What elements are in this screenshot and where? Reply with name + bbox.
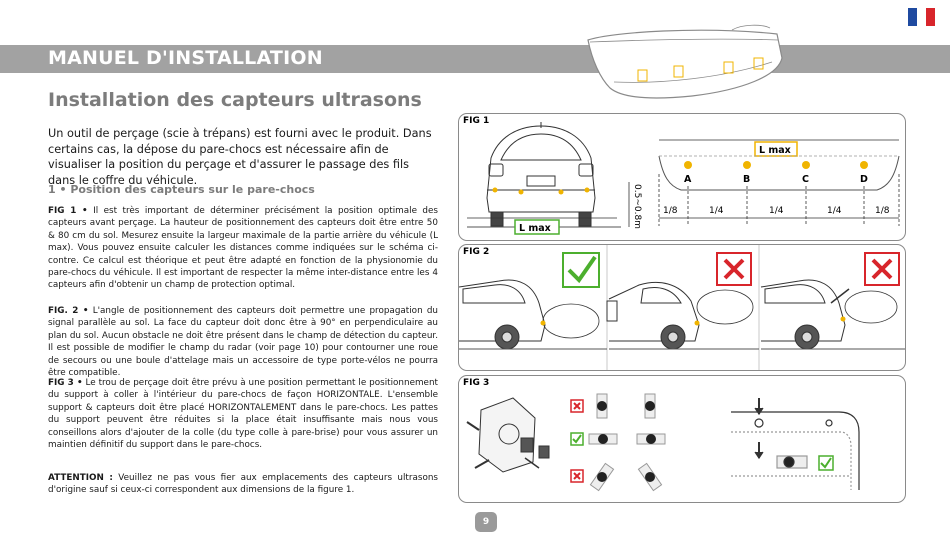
fig1-paragraph bbox=[48, 205, 438, 292]
fig2-sensor-1 bbox=[541, 321, 546, 326]
fraction-5: 1/8 bbox=[875, 206, 890, 216]
fraction-4: 1/4 bbox=[827, 206, 842, 216]
bumper-cross-section bbox=[731, 398, 859, 490]
fig1-label: FIG 1 bbox=[463, 116, 490, 126]
fig2-paragraph-text: L'angle de positionnement des capteurs doit permettre une propagation du signal parallèle au sol. La face du capteur doit donc être à 90° en perpendiculaire au plan du sol. Aucun obstacle ne doit être présent dans le champ de détection du capteur. Il est possible de modifier le champ du radar (voir page 10) pour contourner une roue de secours ou une boule d'attelage mais un accessoire de type porte-vélos ne pourra être compatible. bbox=[48, 306, 438, 379]
lmax-label-bottom: L max bbox=[519, 223, 551, 234]
sensor-a-dot bbox=[684, 161, 692, 169]
fig2-status-check-1 bbox=[563, 253, 599, 287]
sensor-c-label: C bbox=[802, 174, 809, 185]
fig2-sensor-3 bbox=[841, 317, 846, 322]
fig1-diagram bbox=[459, 114, 906, 241]
fig2-paragraph bbox=[48, 305, 438, 379]
lmax-label-top: L max bbox=[759, 145, 791, 156]
fig1-box bbox=[458, 113, 906, 241]
fig3-status-check-2 bbox=[819, 456, 833, 470]
fig3-status-check-1 bbox=[571, 433, 583, 445]
fraction-1: 1/8 bbox=[663, 206, 678, 216]
orientation-row-2 bbox=[589, 434, 665, 444]
flag-red-band bbox=[926, 8, 935, 26]
fig2-status-cross-1 bbox=[717, 253, 751, 285]
car-sensor-dot-4 bbox=[585, 188, 590, 193]
attention-paragraph bbox=[48, 472, 438, 497]
fraction-2: 1/4 bbox=[709, 206, 724, 216]
fig1-paragraph-label: FIG 1 • bbox=[48, 206, 88, 216]
car-sensor-dot-3 bbox=[559, 190, 564, 195]
sensor-b-dot bbox=[743, 161, 751, 169]
fig2-status-cross-2 bbox=[865, 253, 899, 285]
car-sensor-dot-1 bbox=[493, 188, 498, 193]
fig2-detection-field-3 bbox=[845, 291, 897, 323]
fig3-paragraph bbox=[48, 377, 438, 451]
fig2-label: FIG 2 bbox=[463, 247, 490, 257]
orientation-row-3 bbox=[590, 463, 661, 490]
fig2-sensor-2 bbox=[695, 321, 700, 326]
fig3-diagram bbox=[459, 376, 906, 503]
intro-paragraph: Un outil de perçage (scie à trépans) est fourni avec le produit. Dans certains cas, la dépose du pare-chocs est nécessaire afin de visualiser la position du perçage et d'assurer le passage des fils dans le coffre du véhicule. bbox=[48, 127, 432, 187]
sensor-a-label: A bbox=[684, 174, 692, 185]
sensor-d-dot bbox=[860, 161, 868, 169]
fig2-car-1 bbox=[459, 280, 607, 349]
page-title: Installation des capteurs ultrasons bbox=[48, 89, 422, 111]
fig1-paragraph-text: Il est très important de déterminer précisément la position optimale des capteurs avant perçage. La hauteur de positionnement des capteurs doit être entre 50 & 80 cm du sol. Mesurez ensuite la largeur maximale de la partie arrière du véhicule (L max). Vous pouvez ensuite calculer les distances comme indiquées sur le schéma ci-contre. Ce calcul est théorique et peut être adapté en fonction de la physionomie du pare-chocs du véhicule. Il est important de respecter la même inter-distance entre les 4 capteurs afin d'obtenir un champ de protection optimal. bbox=[48, 206, 439, 291]
fig2-diagram bbox=[459, 245, 906, 371]
flag-white-band bbox=[917, 8, 926, 26]
fig2-car-2 bbox=[607, 282, 759, 349]
fig3-status-cross-1 bbox=[571, 400, 583, 412]
car-sensor-dot-2 bbox=[519, 190, 524, 195]
height-label: 0.5~0.8m bbox=[632, 184, 642, 229]
sensor-b-label: B bbox=[743, 174, 751, 185]
sensor-d-label: D bbox=[860, 174, 868, 185]
fig3-paragraph-text: Le trou de perçage doit être prévu à une position permettant le positionnement du support à coller à l'intérieur du pare-chocs de façon HORIZONTALE. L'ensemble support & capteurs doit être placé HORIZONTALEMENT dans le pare-chocs. Les pattes du support peuvent être réduites si la place était insuffisante mais nous vous conseillons alors d'ajouter de la colle (du type colle à pare-brise) pour vous assurer un maintien définitif du support dans le pare-chocs. bbox=[48, 378, 438, 451]
fig2-box bbox=[458, 244, 906, 371]
car-rear-view bbox=[467, 122, 621, 227]
fraction-3: 1/4 bbox=[769, 206, 784, 216]
fig3-paragraph-label: FIG 3 • bbox=[48, 378, 83, 388]
support-bracket bbox=[467, 398, 549, 472]
fig3-box bbox=[458, 375, 906, 503]
flag-blue-band bbox=[908, 8, 917, 26]
fig2-detection-field-2 bbox=[697, 290, 753, 324]
attention-text: Veuillez ne pas vous fier aux emplacements des capteurs ultrasons d'origine sauf si ceux-ci correspondent aux dimensions de la figure 1. bbox=[48, 473, 438, 496]
section-title: 1 • Position des capteurs sur le pare-chocs bbox=[48, 183, 315, 196]
page-number: 9 bbox=[475, 512, 497, 532]
attention-label: ATTENTION : bbox=[48, 473, 113, 483]
header-title: MANUEL D'INSTALLATION bbox=[48, 47, 323, 69]
bumper-illustration bbox=[582, 18, 787, 103]
fig2-paragraph-label: FIG. 2 • bbox=[48, 306, 89, 316]
fig2-car-3 bbox=[761, 280, 905, 349]
fig3-status-cross-2 bbox=[571, 470, 583, 482]
fig3-label: FIG 3 bbox=[463, 378, 490, 388]
fig2-detection-field-1 bbox=[543, 304, 599, 338]
orientation-row-1 bbox=[597, 394, 655, 418]
sensor-c-dot bbox=[802, 161, 810, 169]
french-flag-icon bbox=[908, 8, 935, 26]
